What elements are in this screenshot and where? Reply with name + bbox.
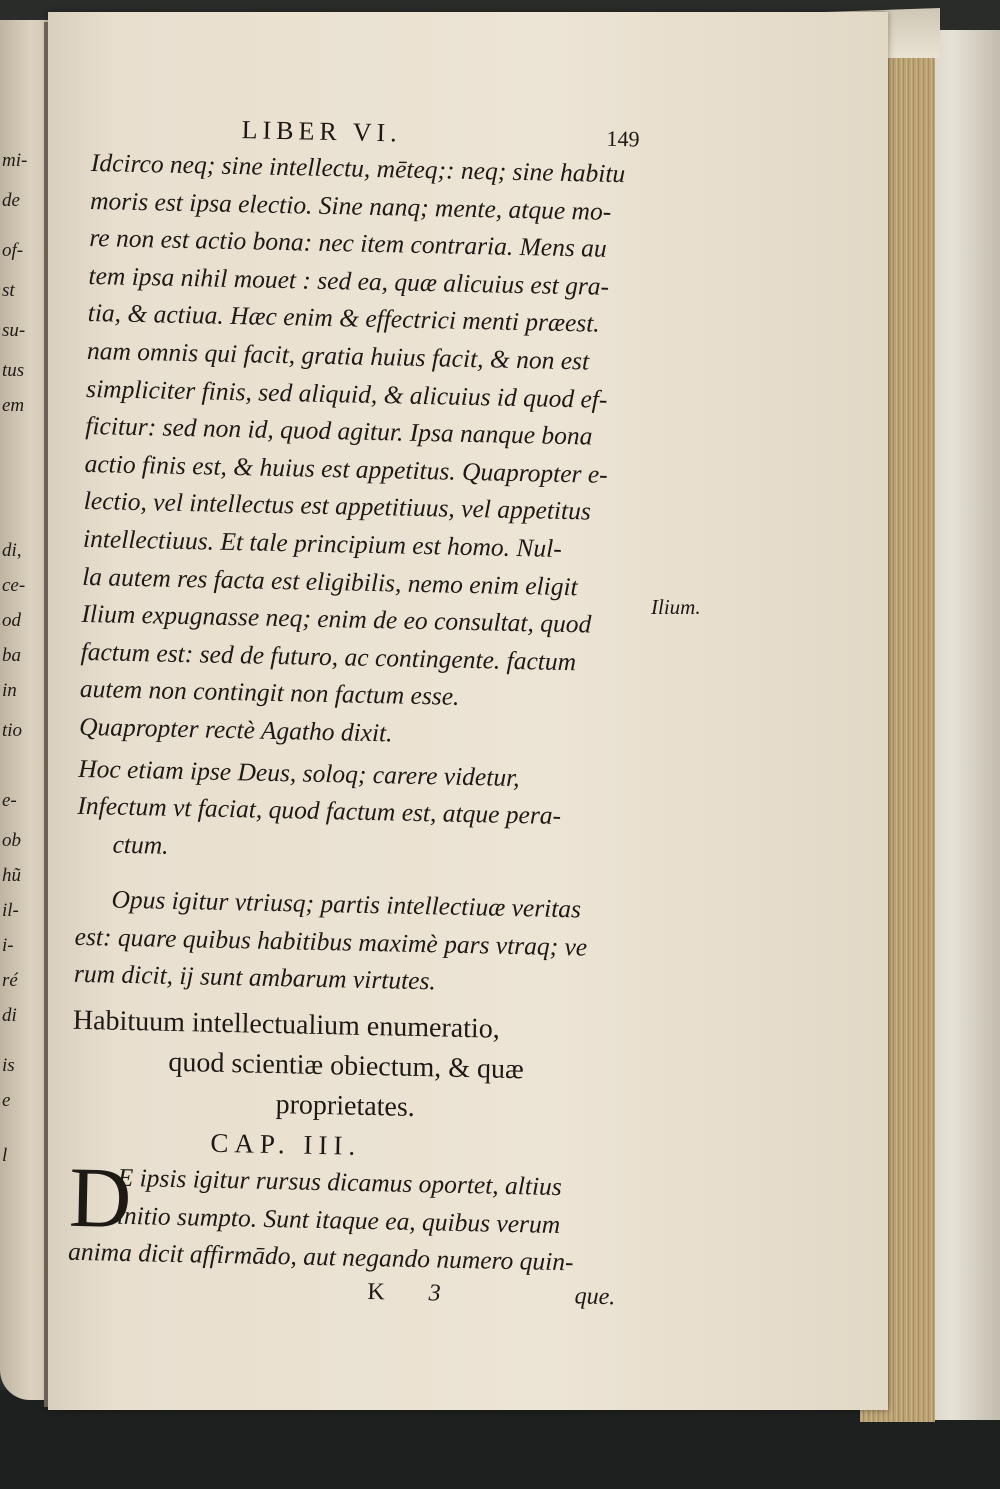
chapter-label: CAP. III. (210, 1127, 362, 1161)
text-line: ficitur: sed non id, quod agitur. Ipsa nanque bona (85, 411, 593, 451)
quote-intro: Quapropter rectè Agatho dixit. (78, 711, 393, 748)
text-line: lectio, vel intellectus est appetitiuus, vel appetitus (83, 486, 592, 526)
facing-page-fragment: em (2, 395, 25, 416)
text-line: moris est ipsa electio. Sine nanq; mente, atque mo- (89, 185, 612, 226)
text-line: Idcirco neq; sine intellectu, mēteq;: neq; sine habitu (90, 147, 626, 189)
signature-number: 3 (428, 1280, 441, 1307)
verse-line: Infectum vt faciat, quod factum est, atque pera- (77, 790, 562, 831)
facing-page-fragment: ré (2, 970, 18, 991)
folio-number: 149 (606, 125, 640, 152)
text-line: Ilium expugnasse neq; enim de eo consultat, quod (81, 599, 592, 639)
text-line: rum dicit, ij sunt ambarum virtutes. (73, 959, 437, 996)
facing-page-fragment: tio (2, 720, 23, 741)
catchword: que. (574, 1283, 616, 1311)
facing-page-fragment: ce- (2, 575, 26, 596)
chapter-heading (71, 1001, 621, 1132)
verse-line: ctum. (112, 829, 169, 860)
text-line: tem ipsa nihil mouet : sed ea, quæ alicuius est gra- (88, 260, 610, 301)
facing-page-fragment: e- (2, 790, 17, 811)
verse-quotation (76, 749, 626, 873)
page-text (67, 112, 640, 1311)
facing-page-fragment: mi- (2, 150, 28, 171)
text-line: tia, & actiua. Hæc enim & effectrici menti præest. (87, 298, 601, 339)
text-line: la autem res facta est eligibilis, nemo enim eligit (81, 561, 579, 601)
heading-line: proprietates. (275, 1089, 416, 1124)
facing-page-fragment: di, (2, 540, 22, 561)
signature-mark: K (367, 1278, 385, 1306)
text-line: re non est actio bona: nec item contraria. Mens au (89, 223, 608, 263)
facing-page-fragment: in (2, 680, 17, 701)
main-paragraph (74, 144, 640, 1004)
facing-page-fragment: su- (2, 320, 26, 341)
text-line: nam omnis qui facit, gratia huius facit, & non est (86, 335, 590, 376)
chapter-opening (67, 1148, 618, 1282)
text-line: est: quare quibus habitibus maximè pars vtraq; ve (74, 921, 588, 962)
facing-page-fragment: st (2, 280, 15, 301)
facing-page-fragment: i- (2, 935, 14, 956)
drop-cap: D (68, 1148, 133, 1247)
heading-line: Habituum intellectualium enumeratio, (72, 1004, 501, 1045)
facing-page-fragment: l (2, 1145, 8, 1166)
facing-page-fragment: od (2, 610, 21, 631)
text-line: autem non contingit non factum esse. (79, 674, 460, 712)
facing-page-fragment: of- (2, 240, 24, 261)
text-line: E ipsis igitur rursus dicamus oportet, altius (117, 1162, 563, 1202)
verse-line: Hoc etiam ipse Deus, soloq; carere videtur, (77, 753, 520, 792)
text-line: intellectiuus. Et tale principium est homo. Nul- (82, 523, 563, 563)
facing-page-fragment: ba (2, 645, 21, 666)
heading-line: quod scientiæ obiectum, & quæ (168, 1046, 525, 1086)
text-line: factum est: sed de futuro, ac contingente. factum (80, 636, 577, 676)
text-line: simpliciter finis, sed aliquid, & alicuius id quod ef- (85, 373, 608, 414)
text-line: actio finis est, & huius est appetitus. Quapropter e- (84, 448, 609, 489)
text-line: Opus igitur vtriusq; partis intellectiuæ veritas (111, 884, 582, 924)
facing-page-fragment: tus (2, 360, 25, 381)
facing-page-fragment: il- (2, 900, 19, 921)
facing-page-fragment: is (2, 1055, 15, 1076)
text-line: initio sumpto. Sunt itaque ea, quibus verum (116, 1200, 561, 1239)
facing-page-fragment: ob (2, 830, 21, 851)
text-line: anima dicit affirmādo, aut negando numero quin- (67, 1237, 574, 1277)
facing-page-fragment: e (2, 1090, 11, 1111)
margin-note: Ilium. (651, 595, 701, 619)
facing-page-fragment: di (2, 1005, 17, 1026)
facing-page-fragment: de (2, 190, 20, 211)
running-head-title: LIBER VI. (241, 115, 403, 148)
facing-page-fragment: hũ (2, 865, 21, 886)
closing-paragraph (74, 880, 624, 1004)
